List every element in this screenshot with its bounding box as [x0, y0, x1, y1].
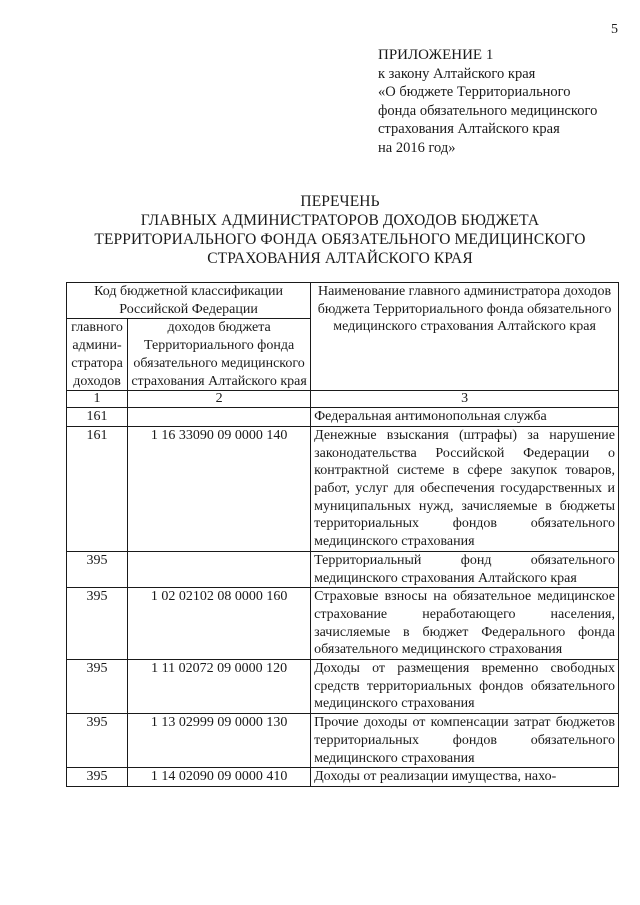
table-header-row	[67, 283, 619, 319]
income-name: Федеральная антимонопольная служба	[311, 408, 619, 427]
income-name: Прочие доходы от компенсации затрат бюджетов территориальных фондов обязательного медицинского страхования	[311, 714, 619, 768]
table-row	[67, 660, 619, 714]
title-line: ПЕРЕЧЕНЬ	[300, 193, 380, 210]
admin-code: 395	[67, 588, 128, 660]
income-code: 1 16 33090 09 0000 140	[128, 426, 311, 551]
administrators-table	[66, 282, 619, 787]
column-number: 1	[67, 391, 128, 408]
income-name: Территориальный фонд обязательного медицинского страхования Алтайского края	[311, 551, 619, 587]
table-row	[67, 551, 619, 587]
income-code: 1 14 02090 09 0000 410	[128, 768, 311, 787]
table-row	[67, 714, 619, 768]
title-line: ГЛАВНЫХ АДМИНИСТРАТОРОВ ДОХОДОВ БЮДЖЕТА	[140, 212, 540, 229]
income-code	[128, 551, 311, 587]
appendix-line: «О бюджете Территориального	[378, 84, 571, 100]
column-number: 2	[128, 391, 311, 408]
column-number-row	[67, 391, 619, 408]
title-line: ТЕРРИТОРИАЛЬНОГО ФОНДА ОБЯЗАТЕЛЬНОГО МЕДИЦИНСКОГО	[94, 231, 586, 248]
admin-code: 161	[67, 426, 128, 551]
header-income: доходов бюджета Территориального фонда обязательного медицинского страхования Алтайского края	[128, 319, 311, 391]
income-code: 1 02 02102 08 0000 160	[128, 588, 311, 660]
document-title	[90, 192, 590, 268]
appendix-line: страхования Алтайского края	[378, 121, 560, 137]
income-name: Доходы от размещения временно свободных средств территориальных фондов обязательного медицинского страхования	[311, 660, 619, 714]
appendix-line: к закону Алтайского края	[378, 65, 536, 82]
table-row	[67, 426, 619, 551]
income-code: 1 11 02072 09 0000 120	[128, 660, 311, 714]
income-code: 1 13 02999 09 0000 130	[128, 714, 311, 768]
table-row	[67, 768, 619, 787]
appendix-block	[378, 46, 597, 157]
appendix-line: на 2016 год»	[378, 139, 456, 156]
income-name: Денежные взыскания (штрафы) за нарушение законодательства Российской Федерации о контрактной системе в сфере закупок товаров, работ, услуг для обеспечения государственных и муниципальных нужд, зачисляемые в бюджеты территориальных фондов обязательного медицинского страхования	[311, 426, 619, 551]
appendix-line: фонда обязательного медицинского	[378, 102, 598, 119]
appendix-heading: ПРИЛОЖЕНИЕ 1	[378, 47, 494, 63]
header-code-group: Код бюджетной классификации Российской Федерации	[67, 283, 311, 319]
income-name: Страховые взносы на обязательное медицинское страхование неработающего населения, зачисляемые в бюджет Федерального фонда обязательного медицинского страхования	[311, 588, 619, 660]
table-row	[67, 408, 619, 427]
header-name: Наименование главного администратора доходов бюджета Территориального фонда обязательного медицинского страхования Алтайского края	[311, 283, 619, 391]
admin-code: 395	[67, 660, 128, 714]
admin-code: 395	[67, 714, 128, 768]
admin-code: 395	[67, 768, 128, 787]
income-name: Доходы от реализации имущества, нахо-	[311, 768, 619, 787]
title-line: СТРАХОВАНИЯ АЛТАЙСКОГО КРАЯ	[207, 250, 473, 267]
table-row	[67, 588, 619, 660]
admin-code: 161	[67, 408, 128, 427]
header-admin: главного админи-стратора доходов	[67, 319, 128, 391]
admin-code: 395	[67, 551, 128, 587]
income-code	[128, 408, 311, 427]
page-number: 5	[611, 22, 618, 37]
column-number: 3	[311, 391, 619, 408]
